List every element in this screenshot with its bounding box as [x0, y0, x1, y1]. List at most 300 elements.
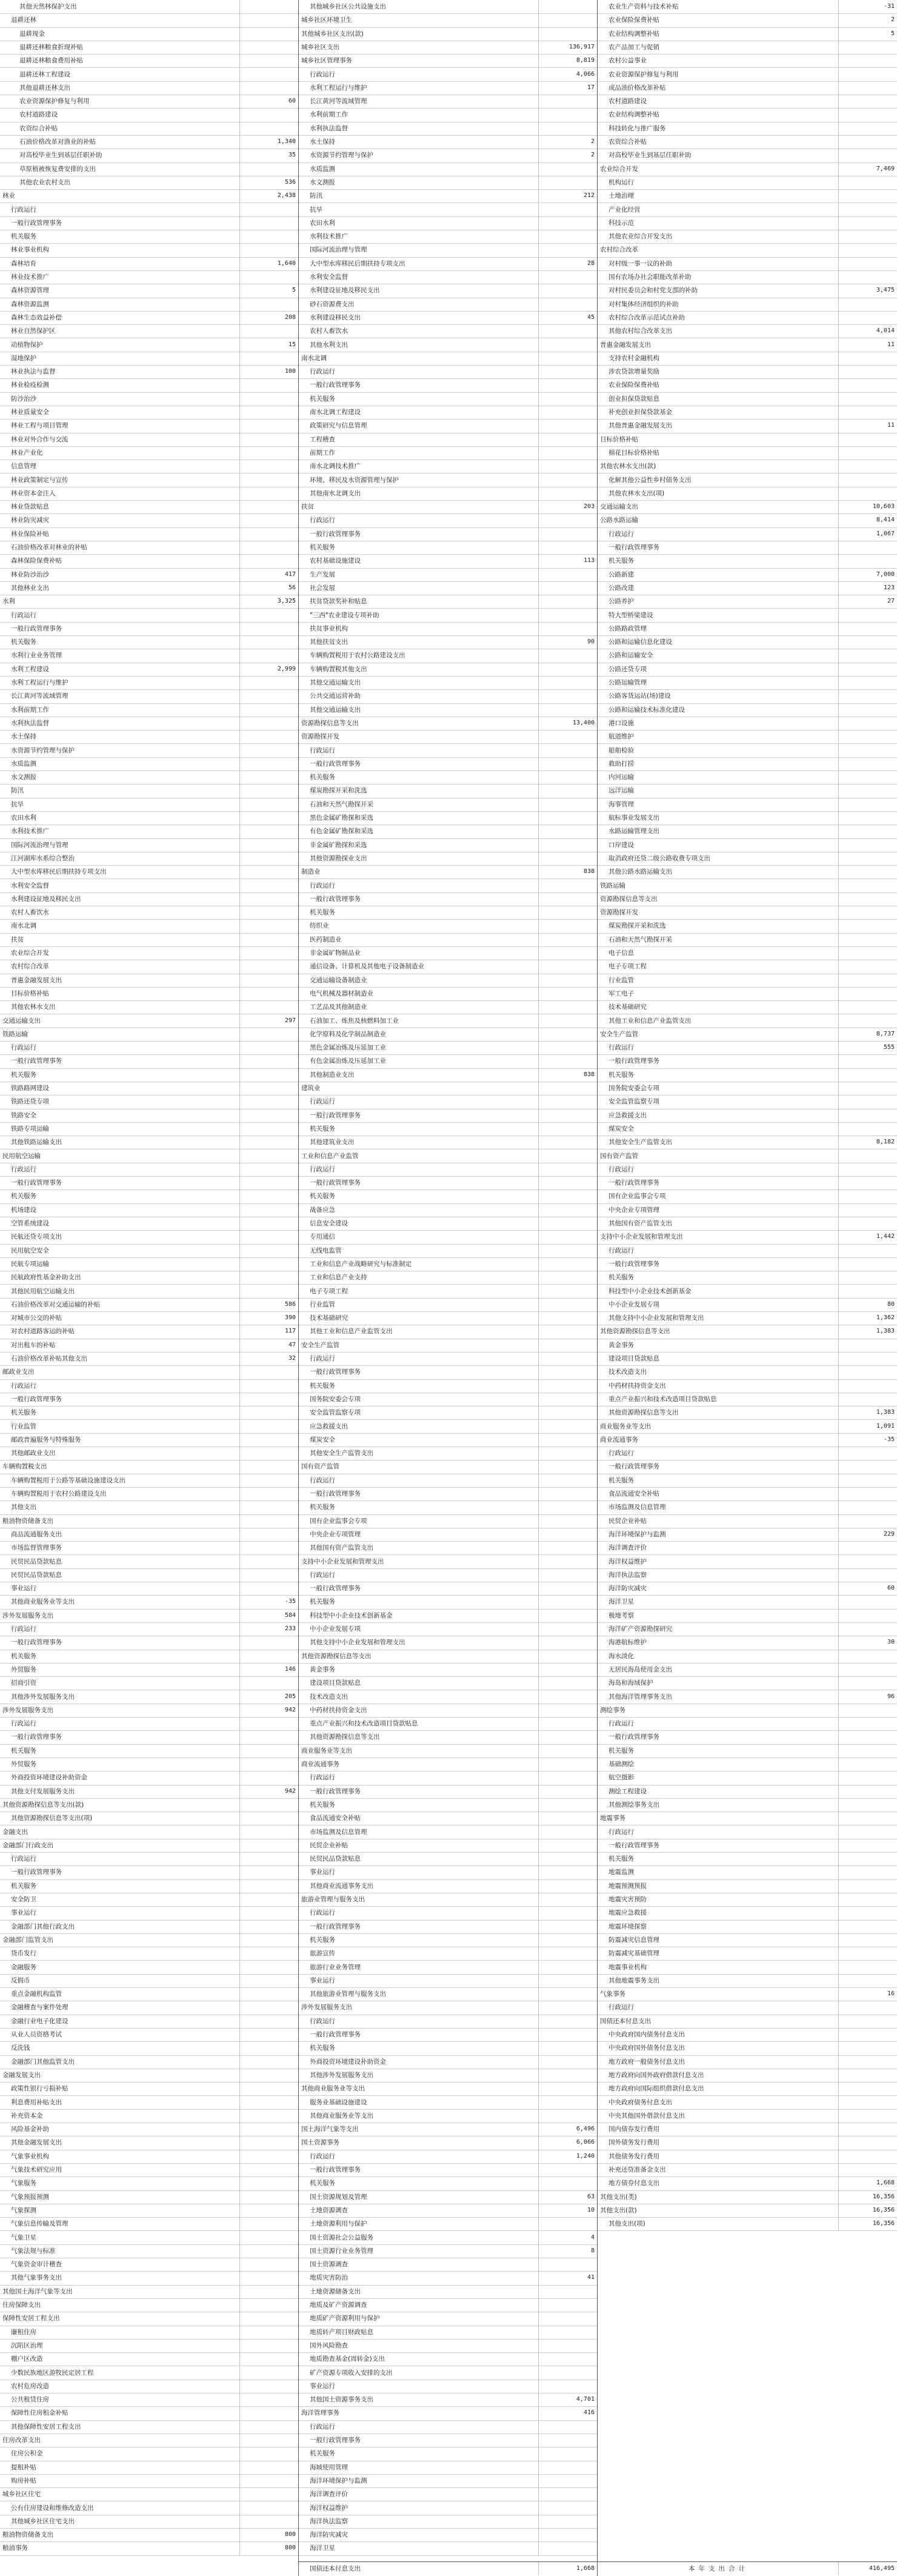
value-divider	[838, 1825, 839, 1839]
table-row	[598, 1744, 897, 1758]
row-label: 公路新建	[609, 570, 634, 578]
value-divider	[838, 1514, 839, 1528]
table-row	[598, 203, 897, 217]
row-value: 13,400	[572, 719, 595, 726]
row-label: 气象法规与标准	[11, 2247, 56, 2255]
row-label: 国外债务发行费用	[609, 2139, 659, 2147]
row-label: 安全生产监管	[301, 1341, 339, 1349]
table-row	[598, 906, 897, 920]
table-row	[0, 1987, 298, 2001]
row-label: 公路养护	[609, 598, 634, 606]
row-label: 应急救援支出	[609, 1111, 647, 1119]
value-divider	[838, 703, 839, 717]
row-value: 123	[883, 584, 895, 591]
table-row	[598, 1136, 897, 1149]
table-row	[0, 2015, 298, 2029]
value-divider	[838, 1109, 839, 1122]
table-row	[299, 176, 597, 190]
value-divider	[838, 1744, 839, 1758]
row-value: 117	[284, 1328, 296, 1335]
row-label: 其他水利支出	[310, 341, 348, 349]
table-row	[598, 1189, 897, 1203]
table-row	[598, 2082, 897, 2096]
table-row	[299, 906, 597, 920]
row-label: 一般行政管理事务	[11, 1868, 62, 1876]
row-label: 中药材扶持资金支出	[609, 1382, 666, 1390]
value-divider	[538, 243, 539, 256]
row-label: 其他农业综合开发支出	[609, 233, 672, 241]
row-value: 800	[284, 2544, 296, 2552]
row-label: 地震事业机构	[609, 1963, 647, 1971]
value-divider	[538, 1636, 539, 1649]
table-row	[299, 595, 597, 609]
table-row	[598, 865, 897, 879]
row-label: 水利建设征地及移民支出	[11, 895, 81, 903]
table-row	[299, 2041, 597, 2055]
table-row	[299, 1717, 597, 1731]
value-divider	[538, 1663, 539, 1676]
table-row	[598, 68, 897, 82]
row-label: 一般行政管理事务	[609, 1260, 659, 1268]
table-row	[598, 2001, 897, 2015]
value-divider	[239, 852, 240, 865]
row-label: 森林生态效益补偿	[11, 313, 62, 321]
value-divider	[838, 1852, 839, 1865]
row-label: 货币发行	[11, 1950, 36, 1958]
table-row	[598, 987, 897, 1001]
table-row	[598, 378, 897, 392]
table-row	[0, 1744, 298, 1758]
row-label: 行政运行	[11, 1382, 36, 1390]
row-label: 煤炭勘探开采和洗选	[609, 922, 666, 930]
value-divider	[239, 2285, 240, 2298]
row-value: 3,475	[876, 287, 895, 294]
table-row	[598, 1163, 897, 1177]
row-value: 586	[284, 1300, 296, 1308]
table-row	[299, 757, 597, 771]
row-label: 涉外发展服务支出	[2, 1611, 53, 1619]
row-label: 科技型中小企业技术创新基金	[609, 1287, 692, 1295]
row-label: 公共租赁住房	[11, 2396, 49, 2404]
table-row	[299, 2176, 597, 2190]
table-row	[598, 757, 897, 771]
value-divider	[538, 798, 539, 811]
value-divider	[239, 1460, 240, 1473]
table-row	[299, 1514, 597, 1528]
value-divider	[239, 2123, 240, 2136]
row-label: 救助打捞	[609, 760, 634, 768]
table-row	[0, 419, 298, 433]
table-row	[0, 2109, 298, 2123]
value-divider	[538, 2001, 539, 2014]
value-divider	[239, 2326, 240, 2339]
value-divider	[838, 1893, 839, 1906]
value-divider	[838, 541, 839, 554]
table-row	[598, 2069, 897, 2083]
value-divider	[239, 1500, 240, 1514]
value-divider	[838, 676, 839, 689]
table-row	[0, 2393, 298, 2407]
table-row	[598, 419, 897, 433]
value-divider	[538, 1487, 539, 1500]
table-row	[0, 81, 298, 95]
value-divider	[239, 1028, 240, 1041]
row-label: 土地治理	[609, 192, 634, 200]
table-row	[299, 406, 597, 420]
row-label: 机关服务	[609, 557, 634, 565]
row-value: 35	[288, 152, 296, 159]
row-label: 退耕现金	[19, 30, 45, 38]
row-value: 5	[890, 30, 895, 37]
row-label: 水资源节约管理与保护	[310, 152, 373, 159]
row-label: 地震监测	[609, 1868, 634, 1876]
row-label: 行政运行	[310, 882, 335, 889]
value-divider	[838, 2001, 839, 2014]
table-row	[299, 1961, 597, 1975]
row-label: 交通运输支出	[2, 1017, 41, 1025]
table-row	[299, 1555, 597, 1569]
row-value: 4,014	[876, 327, 895, 335]
row-label: 水质监测	[11, 760, 36, 768]
table-row	[0, 2271, 298, 2285]
row-value: 205	[284, 1693, 296, 1700]
value-divider	[538, 433, 539, 446]
table-row	[299, 825, 597, 838]
row-label: 农业综合开发	[11, 949, 49, 957]
row-label: 其他建筑业支出	[310, 1139, 355, 1146]
table-row	[0, 2515, 298, 2529]
row-label: 行政运行	[310, 2017, 335, 2025]
row-label: 地震应急救援	[609, 1909, 647, 1917]
value-divider	[538, 1541, 539, 1554]
table-row	[598, 1000, 897, 1014]
value-divider	[538, 2339, 539, 2352]
row-label: 海洋权益维护	[310, 2504, 348, 2512]
value-divider	[239, 1420, 240, 1433]
value-divider	[239, 2298, 240, 2312]
value-divider	[538, 1028, 539, 1041]
table-row	[598, 703, 897, 717]
value-divider	[239, 2041, 240, 2055]
table-row	[598, 527, 897, 541]
value-divider	[239, 68, 240, 81]
table-row	[299, 68, 597, 82]
row-label: 公有住房建设和维修改造支出	[11, 2504, 94, 2512]
row-label: 铁路安全	[11, 1111, 36, 1119]
table-row	[0, 1771, 298, 1785]
value-divider	[838, 446, 839, 460]
value-divider	[838, 460, 839, 473]
row-label: 国有资产监管	[600, 1152, 638, 1160]
value-divider	[239, 1852, 240, 1865]
row-label: 海洋矿产资源勘探研究	[609, 1625, 672, 1633]
table-row	[0, 1095, 298, 1109]
table-row	[0, 2055, 298, 2069]
table-row	[0, 1014, 298, 1028]
table-row	[0, 1650, 298, 1664]
value-divider	[239, 703, 240, 717]
footer-row	[299, 2561, 597, 2575]
table-row	[299, 2528, 597, 2542]
table-row	[598, 243, 897, 257]
value-divider	[838, 189, 839, 202]
value-divider	[538, 1893, 539, 1906]
value-divider	[239, 946, 240, 960]
table-row	[0, 757, 298, 771]
value-divider	[538, 2163, 539, 2176]
value-divider	[239, 1257, 240, 1271]
row-label: 电子专项工程	[310, 1287, 348, 1295]
row-label: 涉外发展服务支出	[2, 1706, 53, 1714]
row-label: 公路和运输信息化建设	[609, 638, 672, 646]
row-label: 一般行政管理事务	[310, 760, 361, 768]
value-divider	[838, 1865, 839, 1879]
value-divider	[838, 1961, 839, 1974]
row-label: "三西"农业建设专项补助	[310, 611, 379, 619]
row-label: 水利前期工作	[310, 111, 348, 119]
table-row	[299, 2015, 597, 2029]
value-divider	[538, 1203, 539, 1217]
table-row	[0, 1879, 298, 1893]
table-row	[299, 2258, 597, 2272]
value-divider	[538, 446, 539, 460]
row-label: 其他南水北调支出	[310, 489, 361, 497]
table-row	[0, 433, 298, 447]
table-row	[299, 1676, 597, 1690]
row-label: 行政运行	[310, 1165, 335, 1173]
table-row	[598, 392, 897, 406]
row-label: 市场监测及信息管理	[310, 1828, 367, 1836]
table-row	[299, 1906, 597, 1920]
value-divider	[239, 730, 240, 743]
value-divider	[538, 1528, 539, 1541]
table-row	[299, 1244, 597, 1258]
value-divider	[239, 717, 240, 730]
row-label: 事业运行	[11, 1909, 36, 1917]
value-divider	[538, 703, 539, 717]
row-label: 一般行政管理事务	[609, 1057, 659, 1065]
value-divider	[538, 1136, 539, 1149]
row-label: 海洋调查评价	[310, 2491, 348, 2498]
row-label: 从业人员资格考试	[11, 2031, 62, 2038]
row-label: 长江黄河等流域管理	[310, 98, 367, 105]
value-divider	[538, 2285, 539, 2298]
row-label: 粮油物资储备支出	[2, 1517, 53, 1525]
value-divider	[538, 162, 539, 176]
row-label: 气象资金审计稽查	[11, 2261, 62, 2269]
row-label: 防沙治沙	[11, 395, 36, 403]
value-divider	[838, 230, 839, 243]
table-row	[0, 189, 298, 203]
row-label: 工业和信息产业支持	[310, 1274, 367, 1282]
table-row	[0, 1203, 298, 1217]
value-divider	[239, 1285, 240, 1298]
value-divider	[239, 1568, 240, 1582]
table-row	[598, 1339, 897, 1353]
row-label: 水利技术推广	[310, 233, 348, 241]
table-row	[299, 2298, 597, 2312]
table-row	[0, 595, 298, 609]
row-label: 对高校毕业生到基层任职补助	[609, 152, 692, 159]
row-label: 机关服务	[310, 544, 335, 551]
row-value: 45	[587, 313, 595, 321]
row-label: 科技型中小企业技术创新基金	[310, 1611, 393, 1619]
value-divider	[239, 974, 240, 987]
row-value: 1,640	[277, 259, 296, 267]
value-divider	[239, 2217, 240, 2230]
row-label: 其他农林水支出	[11, 1003, 56, 1011]
row-label: 水文测报	[11, 774, 36, 781]
row-label: 石油和天然气勘探开采	[609, 935, 672, 943]
table-row	[299, 974, 597, 988]
table-row	[299, 1974, 597, 1988]
value-divider	[538, 744, 539, 757]
value-divider	[239, 676, 240, 689]
table-row	[0, 243, 298, 257]
value-divider	[239, 446, 240, 460]
row-label: 技术改造支出	[310, 1693, 348, 1701]
row-label: 行政运行	[609, 1044, 634, 1052]
value-divider	[239, 2231, 240, 2244]
row-value: 1,067	[876, 530, 895, 537]
row-label: 保障性住房租金补贴	[11, 2409, 68, 2417]
value-divider	[239, 771, 240, 784]
table-row	[598, 892, 897, 906]
table-row	[299, 1798, 597, 1812]
table-row	[299, 838, 597, 852]
table-row	[598, 1622, 897, 1636]
row-label: 其他资源勘探信息等支出(项)	[11, 1815, 93, 1822]
table-row	[299, 2109, 597, 2123]
row-label: 林业对外合作与交流	[11, 435, 68, 443]
row-value: 208	[284, 313, 296, 321]
footer-value: 1,668	[576, 2565, 595, 2572]
value-divider	[239, 1474, 240, 1487]
table-row	[0, 649, 298, 663]
table-row	[598, 473, 897, 487]
row-value: 96	[887, 1693, 895, 1700]
row-label: 森林保险保费补贴	[11, 557, 62, 565]
row-value: 136,917	[569, 43, 595, 50]
value-divider	[538, 1406, 539, 1419]
table-row	[598, 1487, 897, 1501]
value-divider	[838, 1163, 839, 1176]
value-divider	[538, 1676, 539, 1690]
value-divider	[538, 933, 539, 946]
row-value: 417	[284, 570, 296, 578]
row-label: 行业监管	[609, 976, 634, 984]
value-divider	[838, 1609, 839, 1622]
row-label: 建筑业	[301, 1085, 321, 1092]
table-row	[299, 1474, 597, 1488]
value-divider	[538, 2096, 539, 2109]
row-label: 黄金事务	[310, 1665, 335, 1673]
table-row	[0, 527, 298, 541]
table-row	[299, 162, 597, 176]
row-value: 6,066	[576, 2139, 595, 2146]
table-row	[598, 1122, 897, 1136]
value-divider	[538, 1947, 539, 1960]
row-label: 工业和信息产业战略研究与标准制定	[310, 1260, 412, 1268]
table-row	[598, 2109, 897, 2123]
row-label: 测绘工程建设	[609, 1787, 647, 1795]
row-label: 地震环境探察	[609, 1922, 647, 1930]
row-value: 8	[590, 2247, 595, 2254]
value-divider	[239, 1068, 240, 1082]
value-divider	[838, 1149, 839, 1163]
table-row	[0, 108, 298, 122]
table-row	[598, 1852, 897, 1866]
row-label: 其他支持中小企业发展和管理支出	[609, 1314, 704, 1322]
row-label: 其他交通运输支出	[310, 679, 361, 686]
row-value: 11	[887, 422, 895, 429]
row-value: 297	[284, 1017, 296, 1024]
table-row	[598, 433, 897, 447]
value-divider	[538, 2501, 539, 2515]
value-divider	[538, 581, 539, 595]
table-row	[0, 1420, 298, 1434]
row-label: 其他气象事务支出	[11, 2274, 62, 2282]
table-row	[299, 1987, 597, 2001]
row-label: 其他普惠金融发展支出	[609, 422, 672, 430]
row-label: 农产品加工与促销	[609, 43, 659, 51]
table-row	[299, 1568, 597, 1582]
table-row	[0, 1068, 298, 1082]
table-row	[0, 378, 298, 392]
value-divider	[538, 2541, 539, 2555]
row-label: 其他交通运输支出	[310, 706, 361, 714]
table-row	[0, 1933, 298, 1947]
row-label: 抗旱	[11, 800, 24, 808]
row-label: 防汛	[310, 192, 322, 200]
table-row	[598, 1865, 897, 1879]
row-label: 森林培育	[11, 259, 36, 267]
row-label: 提租补贴	[11, 2463, 36, 2471]
row-label: 一般行政管理事务	[11, 1395, 62, 1403]
table-row	[598, 1041, 897, 1055]
table-row	[299, 2069, 597, 2083]
value-divider	[838, 2136, 839, 2149]
row-label: 支持农村金融机构	[609, 354, 659, 362]
value-divider	[538, 1730, 539, 1744]
table-row	[0, 1271, 298, 1285]
row-value: 838	[583, 1071, 595, 1078]
table-row	[0, 1920, 298, 1934]
value-divider	[838, 1082, 839, 1095]
row-label: 商业服务业等支出	[600, 1422, 651, 1430]
value-divider	[838, 1474, 839, 1487]
table-row	[299, 1014, 597, 1028]
table-row	[598, 1068, 897, 1082]
value-divider	[838, 1947, 839, 1960]
table-row	[0, 460, 298, 473]
table-row	[299, 568, 597, 582]
value-divider	[538, 1865, 539, 1879]
table-row	[598, 0, 897, 14]
row-label: 其他制造业支出	[310, 1071, 355, 1079]
row-label: 旅游业管理与服务支出	[301, 1896, 365, 1903]
value-divider	[239, 1433, 240, 1447]
row-label: 其他农业农村支出	[19, 178, 70, 186]
row-label: 国土资源规划及管理	[310, 2193, 367, 2201]
row-value: 8,182	[876, 1139, 895, 1146]
row-label: 其他商业服务业等支出	[310, 2112, 373, 2119]
row-label: 粮油物资储备支出	[2, 2531, 53, 2539]
row-label: 政策研究与信息管理	[310, 422, 367, 430]
table-row	[0, 1636, 298, 1650]
table-row	[299, 2028, 597, 2042]
value-divider	[538, 2366, 539, 2380]
